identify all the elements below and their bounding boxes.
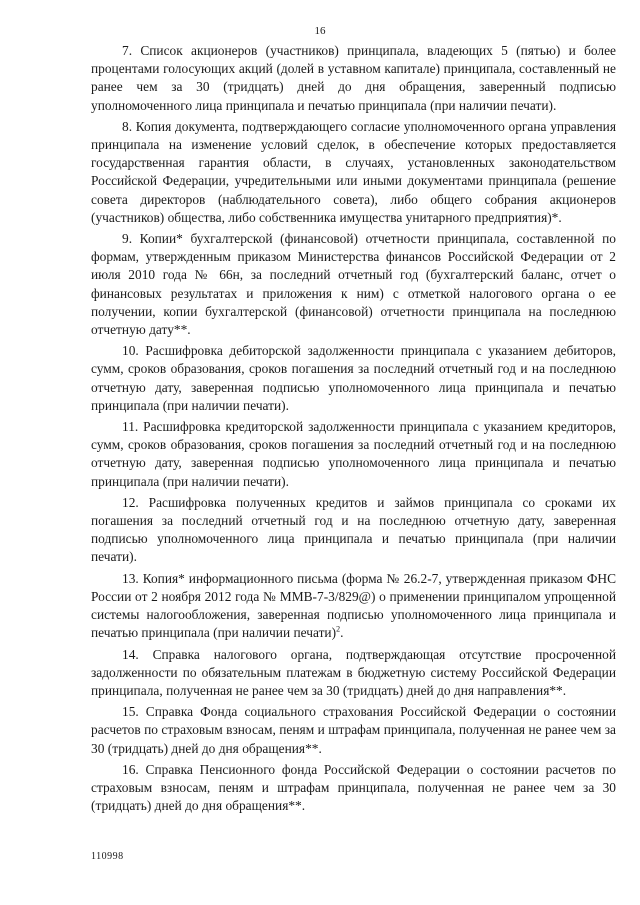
paragraph-item-14 bbox=[91, 646, 616, 701]
paragraph-tail: . bbox=[340, 625, 344, 641]
page-number: 16 bbox=[314, 25, 326, 37]
paragraph-text: 9. Копии* бухгалтерской (финансовой) отчетности принципала, составленной по формам, утвержденным приказом Министерства финансов Российской Федерации от 2 июля 2010 года № 66н, за последний отчетный год (бухгалтерский баланс, отчет о финансовых результатах и приложения к ним) с отметкой налогового органа о ее получении, копии бухгалтерской (финансовой) отчетности принципала на последнюю отчетную дату**. bbox=[91, 231, 616, 338]
paragraph-item-13 bbox=[91, 570, 616, 643]
paragraph-item-8 bbox=[91, 118, 616, 227]
paragraph-item-15 bbox=[91, 703, 616, 758]
paragraph-text: 8. Копия документа, подтверждающего согласие уполномоченного органа управления принципала на изменение условий сделок, в обеспечение которых предоставляется государственная гарантия области, в случаях, установленных законодательством Российской Федерации, учредительными или иными документами принципала (решение совета директоров (наблюдательного совета), либо общего собрания акционеров (участников) общества, либо собственника имущества унитарного предприятия)*. bbox=[91, 118, 616, 225]
paragraph-item-7 bbox=[91, 42, 616, 115]
paragraph-item-12 bbox=[91, 494, 616, 567]
paragraph-text: 11. Расшифровка кредиторской задолженности принципала с указанием кредиторов, сумм, сроков образования, сроков погашения за последний отчетный год и на последнюю отчетную дату, заверенная подписью уполномоченного лица принципала и печатью принципала (при наличии печати). bbox=[91, 419, 616, 489]
paragraph-text: 16. Справка Пенсионного фонда Российской Федерации о состоянии расчетов по страховым взносам, пеням и штрафам принципала, полученная не ранее чем за 30 (тридцать) дней до дня обращения**. bbox=[91, 761, 616, 814]
document-body bbox=[91, 42, 616, 818]
paragraph-text: 13. Копия* информационного письма (форма № 26.2-7, утвержденная приказом ФНС России от 2 ноября 2012 года № ММВ-7-3/829@) о применении принципалом упрощенной системы налогообложения, заверенная подписью уполномоченного лица принципала и печатью принципала (при наличии печати) bbox=[91, 570, 616, 641]
paragraph-item-10 bbox=[91, 342, 616, 415]
paragraph-text: 15. Справка Фонда социального страхования Российской Федерации о состоянии расчетов по страховым взносам, пеням и штрафам принципала, полученная не ранее чем за 30 (тридцать) дней до дня обращения**. bbox=[91, 704, 616, 756]
paragraph-text: 10. Расшифровка дебиторской задолженности принципала с указанием дебиторов, сумм, сроков образования, сроков погашения за последний отчетный год и на последнюю отчетную дату, заверенная подписью уполномоченного лица принципала и печатью принципала (при наличии печати). bbox=[91, 343, 616, 413]
footnote-marker: 2 bbox=[336, 624, 341, 634]
paragraph-item-9 bbox=[91, 230, 616, 339]
paragraph-item-16 bbox=[91, 761, 616, 816]
paragraph-item-11 bbox=[91, 418, 616, 491]
paragraph-text: 7. Список акционеров (участников) принципала, владеющих 5 (пятью) и более процентами голосующих акций (долей в уставном капитале) принципала, составленный не ранее чем за 30 (тридцать) дней до дня обращения, заверенный подписью уполномоченного лица принципала и печатью принципала (при наличии печати). bbox=[91, 43, 616, 113]
paragraph-text: 12. Расшифровка полученных кредитов и займов принципала со сроками их погашения за последний отчетный год и на последнюю отчетную дату, заверенная подписью уполномоченного лица принципала и печатью принципала (при наличии печати). bbox=[91, 494, 616, 565]
paragraph-text: 14. Справка налогового органа, подтверждающая отсутствие просроченной задолженности по обязательным платежам в бюджетную систему Российской Федерации принципала, полученная не ранее чем за 30 (тридцать) дней до дня направления**. bbox=[91, 646, 616, 698]
document-code: 110998 bbox=[91, 851, 124, 862]
